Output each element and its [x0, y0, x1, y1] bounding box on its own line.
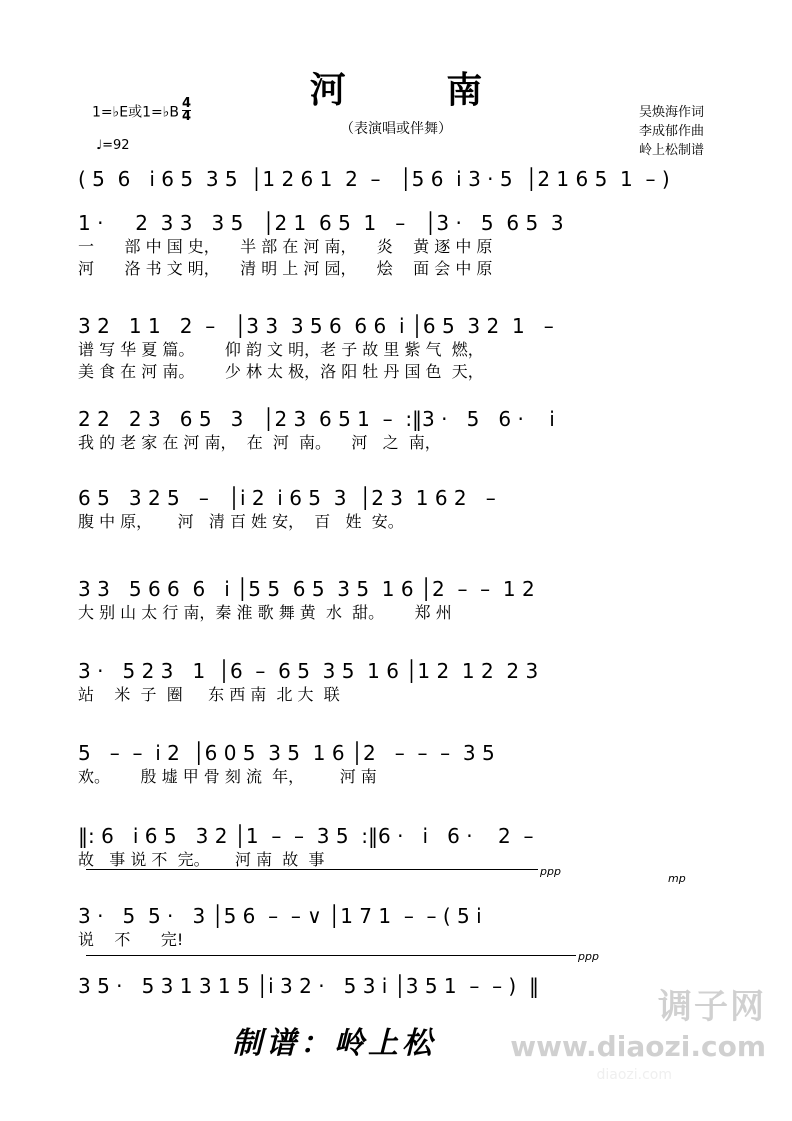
lyrics-verse-1: 欢。 殷 墟 甲 骨 刻 流 年， 河 南 — [78, 767, 377, 786]
tempo-marking: ♩=92 — [96, 138, 130, 153]
credit-composer: 李成郁作曲 — [638, 123, 704, 139]
system-line-1 — [78, 212, 718, 280]
credits-block — [639, 104, 704, 161]
watermark-site-url: www.diaozi.com — [510, 1030, 766, 1063]
notes-row: 1 · 2 3 3 3 5 │2 1 6 5 1 – │3 · 5 6 5 3 — [78, 211, 564, 235]
notes-row: 6 5 3 2 5 – │i 2 i 6 5 3 │2 3 1 6 2 – — [78, 486, 496, 510]
site-watermark — [510, 979, 766, 1063]
notes-row: 2 2 2 3 6 5 3 │2 3 6 5 1 – :‖3 · 5 6 · i — [78, 407, 555, 431]
time-signature-numerator: 4 — [181, 96, 191, 111]
system-line-4 — [78, 487, 718, 533]
notes-row: 5 – – i 2 │6 0 5 3 5 1 6 │2 – – – 3 5 — [78, 741, 495, 765]
system-intro — [78, 168, 718, 191]
phrase-line-1 — [86, 869, 538, 870]
lyrics-verse-2: 美 食 在 河 南。 少 林 太 极，洛 阳 牡 丹 国 色 天， — [78, 361, 484, 381]
time-signature — [182, 98, 191, 124]
watermark-site-name: 调子网 — [658, 987, 766, 1027]
lyrics-verse-1: 大 别 山 太 行 南，秦 淮 歌 舞 黄 水 甜。 郑 州 — [78, 603, 452, 622]
watermark-faint-text: diaozi.com — [596, 1067, 672, 1083]
notes-row: ‖: 6 i 6 5 3 2 │1 – – 3 5 :‖6 · i 6 · 2 – — [78, 824, 534, 848]
credit-lyricist: 吴焕海作词 — [638, 105, 704, 120]
transcriber-signature: 制谱：岭上松 — [232, 1026, 436, 1061]
lyrics-verse-1: 谱 写 华 夏 篇。 仰 韵 文 明，老 子 故 里 紫 气 燃， — [78, 340, 484, 359]
system-line-2 — [78, 315, 718, 383]
page-subtitle: （表演唱或伴舞） — [340, 121, 452, 137]
time-signature-denominator: 4 — [181, 109, 191, 125]
notes-row: 3 2 1 1 2 – │3 3 3 5 6 6 6 i │6 5 3 2 1 – — [78, 314, 554, 338]
key-signature: 1=♭E或1=♭B — [92, 104, 179, 121]
system-line-3 — [78, 408, 718, 454]
lyrics-verse-1: 腹 中 原， 河 清 百 姓 安， 百 姓 安。 — [78, 512, 404, 531]
dynamic-ppp-1: ppp — [540, 865, 561, 878]
dynamic-ppp-2: ppp — [578, 950, 599, 963]
notes-row: 3 · 5 2 3 1 │6 – 6 5 3 5 1 6 │1 2 1 2 2 3 — [78, 659, 539, 683]
notes-row: ( 5 6 i 6 5 3 5 │1 2 6 1 2 – │5 6 i 3 · 5 │2 1 6 5 1 – ) — [78, 167, 670, 191]
dynamic-mp: mp — [668, 872, 686, 885]
system-line-6 — [78, 660, 718, 706]
system-line-8 — [78, 825, 718, 871]
system-line-7 — [78, 742, 718, 788]
lyrics-verse-1: 我 的 老 家 在 河 南， 在 河 南。 河 之 南， — [78, 433, 441, 452]
page-title: 河 南 — [309, 70, 527, 111]
lyrics-verse-1: 故 事 说 不 完。 河 南 故 事 — [78, 850, 325, 869]
system-line-9 — [78, 905, 718, 951]
notes-row: 3 5 · 5 3 1 3 1 5 │i 3 2 · 5 3 i │3 5 1 – – ) ‖ — [78, 974, 539, 998]
key-signature-block — [92, 98, 191, 124]
credit-transcriber: 岭上松制谱 — [638, 142, 704, 158]
lyrics-verse-2: 河 洛 书 文 明， 清 明 上 河 园， 烩 面 会 中 原 — [78, 258, 493, 278]
lyrics-verse-1: 说 不 完! — [78, 930, 184, 949]
notes-row: 3 · 5 5 · 3 │5 6 – – ∨ │1 7 1 – – ( 5 i — [78, 904, 482, 928]
lyrics-verse-1: 站 米 子 圈 东 西 南 北 大 联 — [78, 685, 340, 704]
lyrics-verse-1: 一 部 中 国 史， 半 部 在 河 南， 炎 黄 逐 中 原 — [78, 237, 493, 256]
notes-row: 3 3 5 6 6 6 i │5 5 6 5 3 5 1 6 │2 – – 1 2 — [78, 577, 535, 601]
phrase-line-2 — [86, 955, 576, 956]
system-line-5 — [78, 578, 718, 624]
